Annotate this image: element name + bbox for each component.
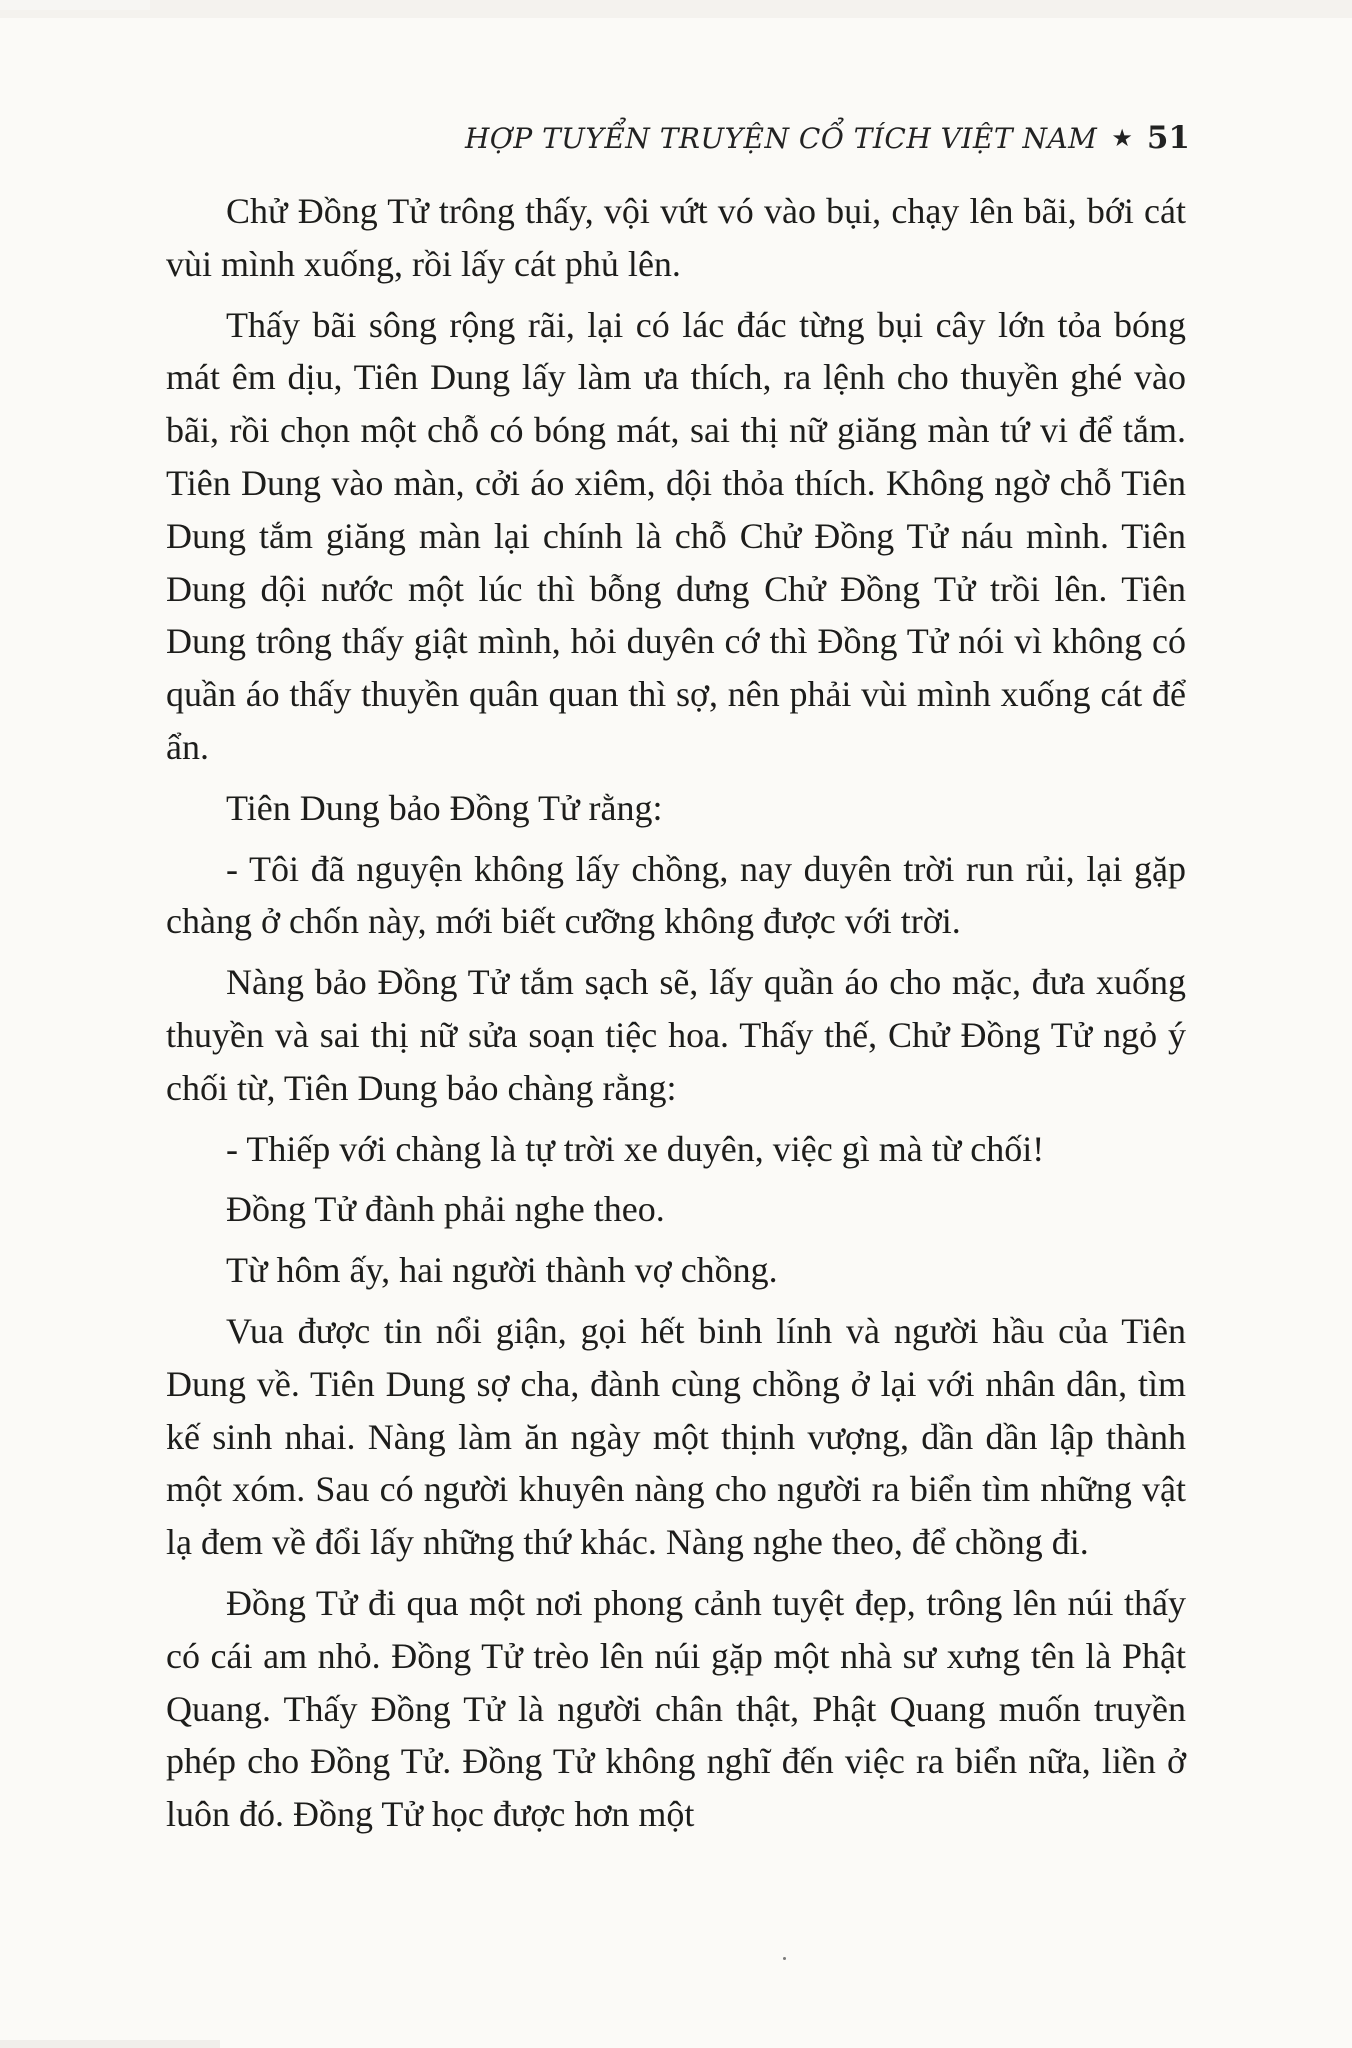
paragraph: Thấy bãi sông rộng rãi, lại có lác đác từng bụi cây lớn tỏa bóng mát êm dịu, Tiên Dung lấy làm ưa thích, ra lệnh cho thuyền ghé vào bãi, rồi chọn một chỗ có bóng mát, sai thị nữ giăng màn tứ vi để tắm. Tiên Dung vào màn, cởi áo xiêm, dội thỏa thích. Không ngờ chỗ Tiên Dung tắm giăng màn lại chính là chỗ Chử Đồng Tử náu mình. Tiên Dung dội nước một lúc thì bỗng dưng Chử Đồng Tử trồi lên. Tiên Dung trông thấy giật mình, hỏi duyên cớ thì Đồng Tử nói vì không có quần áo thấy thuyền quân quan thì sợ, nên phải vùi mình xuống cát để ẩn. [166,304,1186,767]
paragraph: Vua được tin nổi giận, gọi hết binh lính và người hầu của Tiên Dung về. Tiên Dung sợ cha, đành cùng chồng ở lại với nhân dân, tìm kế sinh nhai. Nàng làm ăn ngày một thịnh vượng, dần dần lập thành một xóm. Sau có người khuyên nàng cho người ra biển tìm những vật lạ đem về đổi lấy những thứ khác. Nàng nghe theo, để chồng đi. [166,1310,1186,1563]
page-number: 51 [1146,120,1190,156]
running-header [465,112,1190,164]
print-dot [783,1957,786,1960]
paragraph: Chử Đồng Tử trông thấy, vội vứt vó vào bụi, chạy lên bãi, bới cát vùi mình xuống, rồi lấy cát phủ lên. [166,191,1186,284]
paragraph: Tiên Dung bảo Đồng Tử rằng: [226,787,663,828]
paragraph: Đồng Tử đành phải nghe theo. [226,1189,665,1230]
book-title: HỢP TUYỂN TRUYỆN CỔ TÍCH VIỆT NAM [465,121,1098,155]
paragraph: Nàng bảo Đồng Tử tắm sạch sẽ, lấy quần áo cho mặc, đưa xuống thuyền và sai thị nữ sửa soạn tiệc hoa. Thấy thế, Chử Đồng Tử ngỏ ý chối từ, Tiên Dung bảo chàng rằng: [166,962,1186,1108]
dialogue-paragraph: - Tôi đã nguyện không lấy chồng, nay duyên trời run rủi, lại gặp chàng ở chốn này, mới biết cưỡng không được với trời. [166,848,1186,942]
paragraph: Từ hôm ấy, hai người thành vợ chồng. [226,1250,778,1291]
header-star-icon: ★ [1111,124,1133,152]
bottom-edge-mark [0,2040,220,2048]
story-text [166,185,1186,1849]
dialogue-paragraph: - Thiếp với chàng là tự trời xe duyên, việc gì mà từ chối! [226,1128,1045,1169]
paragraph: Đồng Tử đi qua một nơi phong cảnh tuyệt đẹp, trông lên núi thấy có cái am nhỏ. Đồng Tử trèo lên núi gặp một nhà sư xưng tên là Phật Quang. Thấy Đồng Tử là người chân thật, Phật Quang muốn truyền phép cho Đồng Tử. Đồng Tử không nghĩ đến việc ra biển nữa, liền ở luôn đó. Đồng Tử học được hơn một [166,1582,1186,1835]
top-edge-mark [0,0,150,10]
